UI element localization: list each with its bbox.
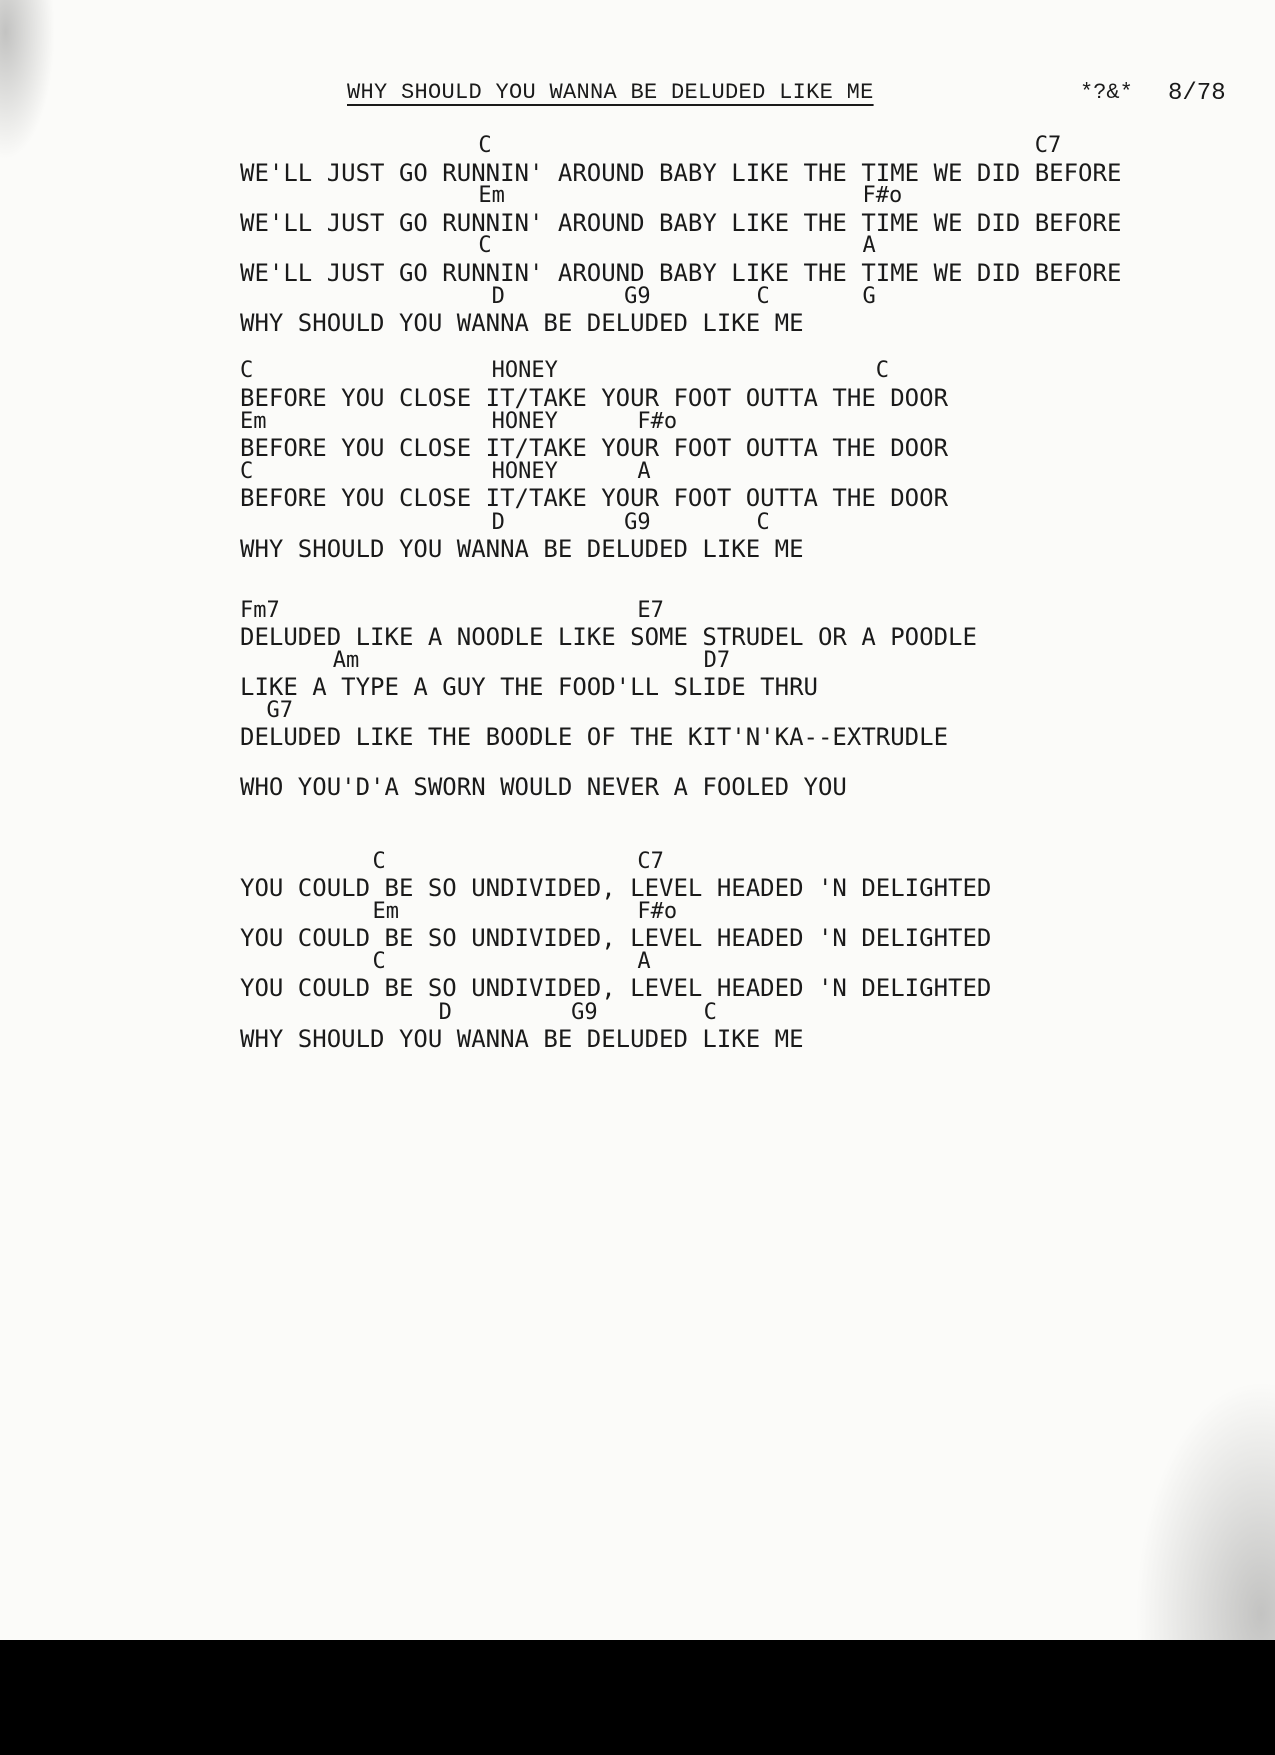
lyric-line: YOU COULD BE SO UNDIVIDED, LEVEL HEADED 'N DELIGHTED (240, 924, 992, 952)
chord-line: Em F#o (240, 183, 903, 208)
chord-line: C C7 (240, 133, 1062, 158)
lyric-line: WHY SHOULD YOU WANNA BE DELUDED LIKE ME (240, 309, 804, 337)
lyric-line: LIKE A TYPE A GUY THE FOOD'LL SLIDE THRU (240, 673, 818, 701)
lyric-line: WHY SHOULD YOU WANNA BE DELUDED LIKE ME (240, 1025, 804, 1053)
chord-line: D G9 C (240, 510, 770, 535)
lyric-line: DELUDED LIKE A NOODLE LIKE SOME STRUDEL OR A POODLE (240, 623, 977, 651)
lyric-line: WE'LL JUST GO RUNNIN' AROUND BABY LIKE THE TIME WE DID BEFORE (240, 259, 1122, 287)
header-date: 8/78 (1168, 80, 1226, 107)
chord-line: G7 (240, 698, 293, 723)
chord-line: C C7 (240, 849, 664, 874)
song-title: WHY SHOULD YOU WANNA BE DELUDED LIKE ME (347, 80, 874, 105)
lyric-line: WHY SHOULD YOU WANNA BE DELUDED LIKE ME (240, 535, 804, 563)
lyric-line: BEFORE YOU CLOSE IT/TAKE YOUR FOOT OUTTA THE DOOR (240, 434, 949, 462)
header-code: *?&* (1080, 80, 1133, 105)
chord-line: D G9 C G (240, 284, 876, 309)
lyric-line: YOU COULD BE SO UNDIVIDED, LEVEL HEADED 'N DELIGHTED (240, 874, 992, 902)
chord-line: Em HONEY F#o (240, 409, 678, 434)
lyric-line: YOU COULD BE SO UNDIVIDED, LEVEL HEADED 'N DELIGHTED (240, 974, 992, 1002)
lyric-line: WE'LL JUST GO RUNNIN' AROUND BABY LIKE THE TIME WE DID BEFORE (240, 159, 1122, 187)
chord-line: Em F#o (240, 899, 678, 924)
chord-line: C HONEY C (240, 358, 890, 383)
chord-line: Fm7 E7 (240, 598, 664, 623)
scan-noise-left (0, 0, 55, 160)
chord-line: C HONEY A (240, 459, 651, 484)
chord-line: Am D7 (240, 648, 731, 673)
chord-line: C A (240, 233, 876, 258)
lyric-line: WE'LL JUST GO RUNNIN' AROUND BABY LIKE THE TIME WE DID BEFORE (240, 209, 1122, 237)
lyric-line: WHO YOU'D'A SWORN WOULD NEVER A FOOLED YOU (240, 773, 847, 801)
scan-noise-right (1135, 1380, 1275, 1640)
chord-line: C A (240, 949, 651, 974)
chord-line: D G9 C (240, 1000, 717, 1025)
lyric-line: BEFORE YOU CLOSE IT/TAKE YOUR FOOT OUTTA THE DOOR (240, 384, 949, 412)
lyric-line: BEFORE YOU CLOSE IT/TAKE YOUR FOOT OUTTA THE DOOR (240, 484, 949, 512)
lyric-line: DELUDED LIKE THE BOODLE OF THE KIT'N'KA--EXTRUDLE (240, 723, 949, 751)
